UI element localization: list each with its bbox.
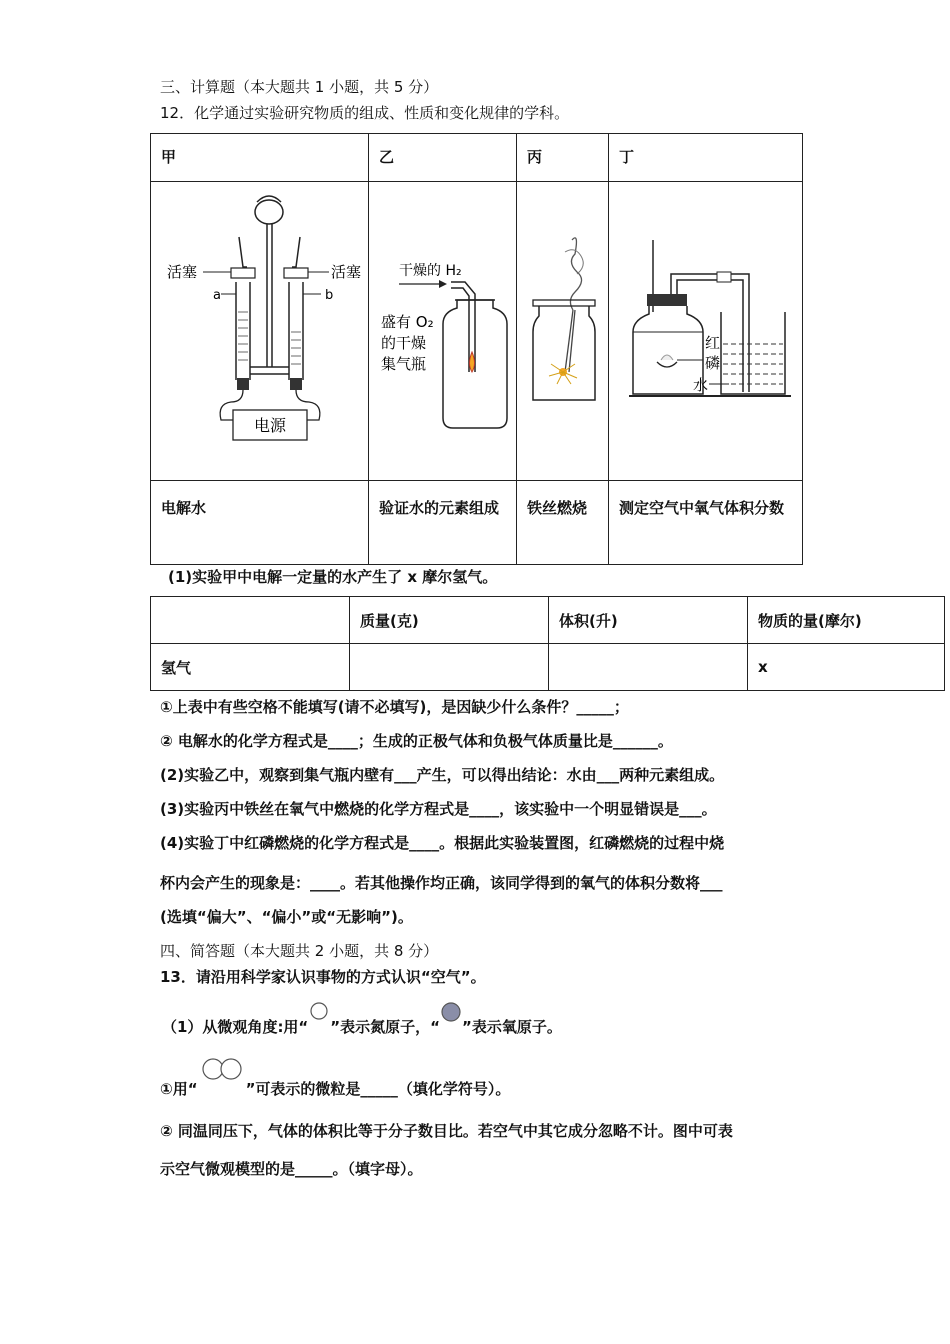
model-question-line2: 示空气微观模型的是_____。（填字母）。 bbox=[160, 1160, 423, 1178]
micro-text-c: ”表示氧原子。 bbox=[462, 1018, 562, 1036]
section4-heading: 四、简答题（本大题共 2 小题，共 8 分） bbox=[160, 942, 439, 960]
t2-header-mass: 质量(克) bbox=[350, 597, 549, 644]
nitrogen-molecule-icon bbox=[198, 1058, 246, 1080]
micro-text-a: （1）从微观角度:用“ bbox=[162, 1018, 309, 1036]
desc-iron-combustion: 铁丝燃烧 bbox=[517, 481, 609, 565]
micro-line bbox=[162, 1012, 562, 1037]
desc-water-composition: 验证水的元素组成 bbox=[369, 481, 517, 565]
stopcock-right-label: 活塞 bbox=[331, 263, 362, 281]
header-ding: 丁 bbox=[609, 134, 803, 182]
part1-intro: (1)实验甲中电解一定量的水产生了 x 摩尔氢气。 bbox=[168, 568, 498, 586]
section3-heading: 三、计算题（本大题共 1 小题，共 5 分） bbox=[160, 78, 439, 96]
red-phosphorus-label-1: 红 bbox=[705, 334, 721, 352]
header-yi: 乙 bbox=[369, 134, 517, 182]
nitrogen-atom-icon bbox=[308, 1002, 330, 1020]
bottle-label-line2: 的干燥 bbox=[381, 334, 427, 352]
t2-header-volume: 体积(升) bbox=[549, 597, 748, 644]
t2-moles-cell: x bbox=[748, 644, 945, 691]
question-13-stem: 13．请沿用科学家认识事物的方式认识“空气”。 bbox=[160, 968, 486, 986]
t2-mass-cell bbox=[350, 644, 549, 691]
diagram-yi-cell bbox=[369, 182, 517, 481]
water-label: 水 bbox=[693, 376, 709, 394]
hydrogen-combustion-diagram bbox=[369, 182, 516, 476]
t2-row-label: 氢气 bbox=[151, 644, 350, 691]
dry-h2-label: 干燥的 H₂ bbox=[399, 263, 462, 279]
oxygen-volume-diagram bbox=[609, 182, 802, 476]
bottle-label-line1: 盛有 O₂ bbox=[381, 313, 434, 331]
iron-wire-combustion-diagram bbox=[517, 182, 608, 476]
molecule-text-a: ①用“ bbox=[160, 1080, 198, 1098]
question-1: ①上表中有些空格不能填写(请不必填写)，是因缺少什么条件？_____； bbox=[160, 698, 629, 716]
question-12-stem: 12．化学通过实验研究物质的组成、性质和变化规律的学科。 bbox=[160, 104, 570, 122]
bottle-label-line3: 集气瓶 bbox=[381, 355, 427, 373]
molecule-text-b: ”可表示的微粒是_____（填化学符号）。 bbox=[245, 1080, 511, 1098]
diagram-bing-cell bbox=[517, 182, 609, 481]
oxygen-atom-icon bbox=[440, 1002, 462, 1022]
tube-b-label: b bbox=[325, 288, 334, 303]
micro-text-b: ”表示氮原子，“ bbox=[330, 1018, 441, 1036]
desc-oxygen-volume: 测定空气中氧气体积分数 bbox=[609, 481, 803, 565]
question-2: ② 电解水的化学方程式是____；生成的正极气体和负极气体质量比是______。 bbox=[160, 732, 673, 750]
desc-electrolysis: 电解水 bbox=[151, 481, 369, 565]
tube-a-label: a bbox=[213, 288, 221, 303]
hydrogen-table bbox=[150, 596, 945, 691]
question-4: (3)实验丙中铁丝在氧气中燃烧的化学方程式是____，该实验中一个明显错误是___。 bbox=[160, 800, 717, 818]
diagram-ding-cell bbox=[609, 182, 803, 481]
model-question-line1: ② 同温同压下，气体的体积比等于分子数目比。若空气中其它成分忽略不计。图中可表 bbox=[160, 1122, 733, 1140]
header-jia: 甲 bbox=[151, 134, 369, 182]
question-3: (2)实验乙中，观察到集气瓶内壁有___产生，可以得出结论：水由___两种元素组成。 bbox=[160, 766, 725, 784]
power-label: 电源 bbox=[253, 416, 287, 435]
experiment-table bbox=[150, 133, 803, 565]
electrolysis-apparatus-diagram bbox=[151, 182, 368, 476]
question-5-line3: (选填“偏大”、“偏小”或“无影响”)。 bbox=[160, 908, 413, 926]
question-5-line1: (4)实验丁中红磷燃烧的化学方程式是____。根据此实验装置图，红磷燃烧的过程中烧 bbox=[160, 834, 725, 852]
diagram-jia-cell bbox=[151, 182, 369, 481]
header-bing: 丙 bbox=[517, 134, 609, 182]
t2-volume-cell bbox=[549, 644, 748, 691]
t2-header-moles: 物质的量(摩尔) bbox=[748, 597, 945, 644]
question-5-line2: 杯内会产生的现象是：____。若其他操作均正确，该同学得到的氧气的体积分数将___ bbox=[160, 874, 723, 892]
red-phosphorus-label-2: 磷 bbox=[705, 354, 721, 372]
stopcock-left-label: 活塞 bbox=[167, 263, 198, 281]
t2-header-blank bbox=[151, 597, 350, 644]
molecule-line bbox=[160, 1072, 510, 1099]
